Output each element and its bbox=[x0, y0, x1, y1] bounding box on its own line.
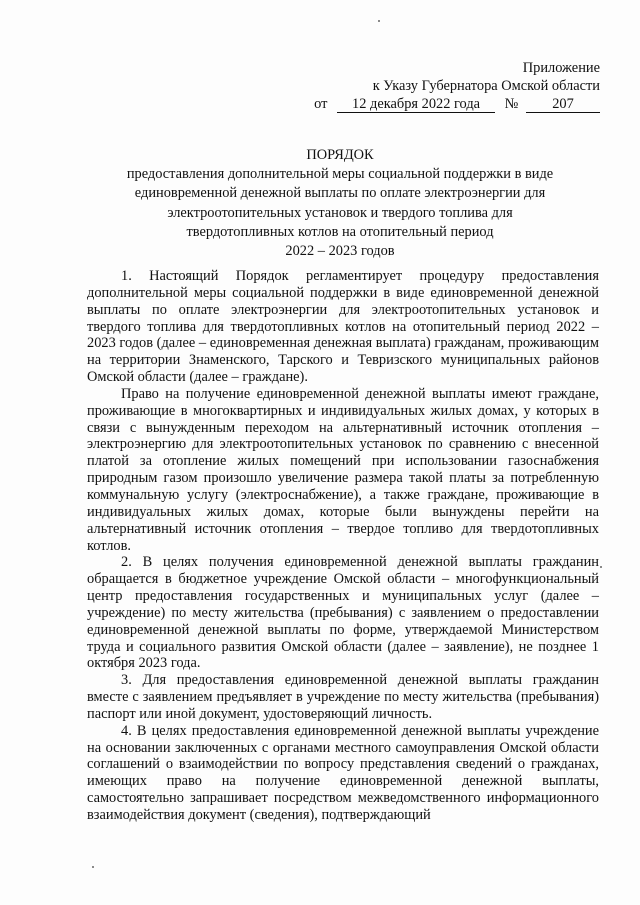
decree-number: 207 bbox=[526, 97, 600, 113]
subtitle-line: единовременной денежной выплаты по оплате электроэнергии для bbox=[134, 185, 546, 202]
subtitle-line: твердотопливных котлов на отопительный период bbox=[186, 223, 494, 240]
decree-date-line bbox=[314, 96, 600, 113]
decree-reference: к Указу Губернатора Омской области bbox=[372, 78, 600, 94]
appendix-label: Приложение bbox=[522, 60, 600, 76]
document-title-block bbox=[60, 146, 620, 261]
document-body bbox=[87, 268, 599, 824]
scan-speck bbox=[600, 566, 602, 568]
document-heading: ПОРЯДОК bbox=[306, 147, 374, 163]
paragraph-3: 3. Для предоставления единовременной денежной выплаты гражданин вместе с заявлением предъявляет в учреждение по месту жительства (пребывания) паспорт или иной документ, удостоверяющий личность. bbox=[87, 672, 599, 722]
subtitle-line: предоставления дополнительной меры социальной поддержки в виде bbox=[126, 166, 554, 183]
paragraph-1-continued: Право на получение единовременной денежной выплаты имеют граждане, проживающие в многоквартирных и индивидуальных жилых домах, у которых в связи с вынужденным переходом на альтернативный источник отопления – электроэнергию для электроотопительных установок по сравнению с внесенной платой за отопление жилых помещений при использовании газоснабжения природным газом произошло увеличение размера такой платы за потребленную коммунальную услугу (электроснабжение), а также граждане, проживающие в индивидуальных жилых домах, которые были вынуждены перейти на альтернативный источник отопления – твердое топливо для твердотопливных котлов. bbox=[87, 385, 599, 554]
scan-speck bbox=[92, 866, 94, 868]
paragraph-2: 2. В целях получения единовременной денежной выплаты гражданин обращается в бюджетное учреждение Омской области – многофункциональный центр предоставления государственных и муниципальных услуг (далее – учреждение) по месту жительства (пребывания) с заявлением о предоставлении единовременной денежной выплаты по форме, утверждаемой Министерством труда и социального развития Омской области (далее – заявление), не позднее 1 октября 2023 года. bbox=[87, 554, 599, 672]
subtitle-line: 2022 – 2023 годов bbox=[285, 243, 395, 260]
paragraph-4: 4. В целях предоставления единовременной денежной выплаты учреждение на основании заключенных с органами местного самоуправления Омской области соглашений о взаимодействии по вопросу представления сведений о гражданах, имеющих право на получение единовременной денежной выплаты, самостоятельно запрашивает посредством межведомственного информационного взаимодействия документ (сведения), подтверждающий bbox=[87, 722, 599, 823]
date-prefix: от bbox=[314, 96, 328, 112]
scan-speck bbox=[378, 20, 380, 22]
subtitle-line: электроотопительных установок и твердого топлива для bbox=[167, 204, 513, 221]
number-sign: № bbox=[504, 96, 519, 112]
decree-date: 12 декабря 2022 года bbox=[337, 97, 495, 113]
paragraph-1: 1. Настоящий Порядок регламентирует процедуру предоставления дополнительной меры социальной поддержки в виде единовременной денежной выплаты по оплате электроэнергии для электроотопительных установок и твердого топлива для твердотопливных котлов на отопительный период 2022 – 2023 годов (далее – единовременная денежная выплата) гражданам, проживающим на территории Знаменского, Тарского и Тевризского муниципальных районов Омской области (далее – граждане). bbox=[87, 268, 599, 386]
